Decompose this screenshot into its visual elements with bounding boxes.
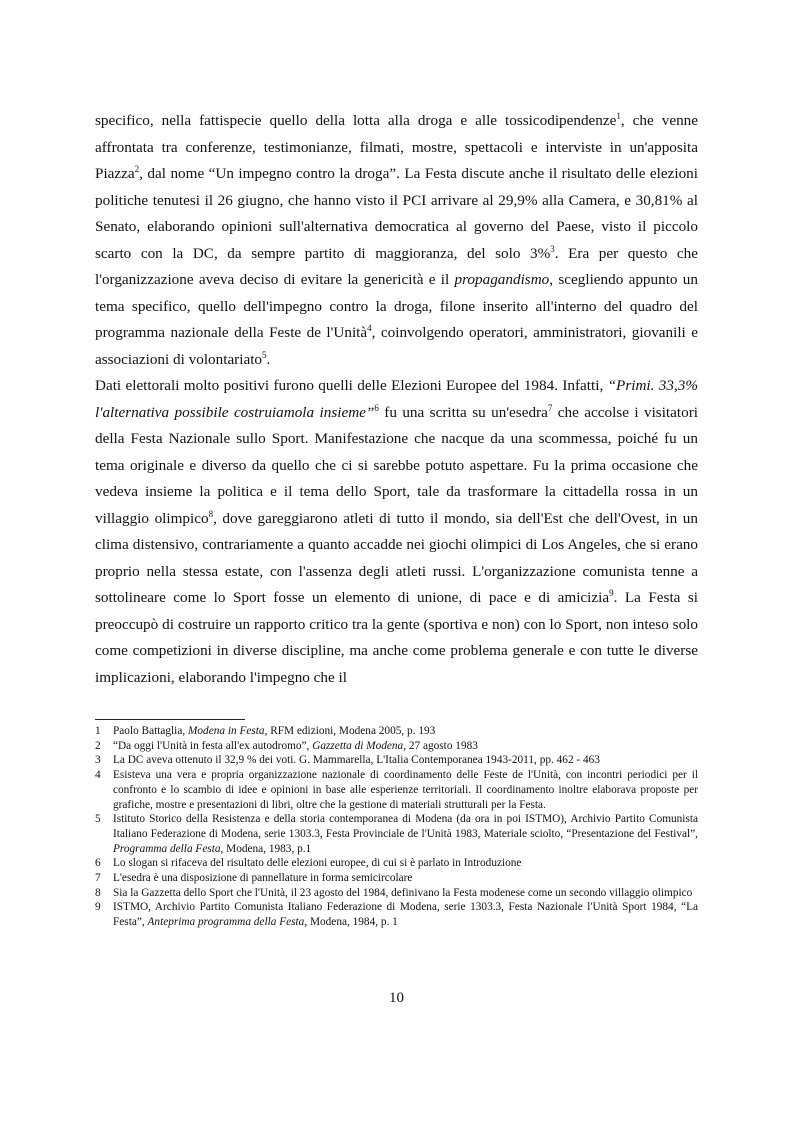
- footnote-5: 5 Istituto Storico della Resistenza e della storia contemporanea di Modena (da ora in poi ISTMO), Archivio Partito Comunista Italiano Federazione di Modena, serie 1303.3, Festa Provinciale de l'Unità 1983, Materiale sciolto, “Presentazione del Festival”, Programma della Festa, Modena, 1983, p.1: [95, 813, 698, 855]
- page-number: 10: [389, 990, 404, 1006]
- italic-term: propagandismo: [454, 271, 550, 288]
- footnote-ref-3[interactable]: 3: [550, 243, 555, 254]
- paragraph-2: Dati elettorali molto positivi furono quelli delle Elezioni Europee del 1984. Infatti, “Primi. 33,3% l'alternativa possibile costruiamola insieme”$^6$ fu una scritta su un'esedra$^7$ che accolse i visitatori della Festa Nazionale sullo Sport. Manifestazione che nacque da una scommessa, poiché fu un tema originale e diverso da quello che ci si sarebbe potuto aspettare. Fu la prima occasione che vedeva insieme la politica e il tema dello Sport, tale da trasformare la cittadella rossa in un villaggio olimpico$^8$, dove gareggiarono atleti di tutto il mondo, sia dell'Est che dell'Ovest, in un clima distensivo, contrariamente a quanto accadde nei giochi olimpici di Los Angeles, che si erano proprio nella stessa estate, con l'assenza degli atleti russi. L'organizzazione comunista tenne a sottolineare come lo Sport fosse un elemento di unione, di pace e di amicizia$^9$. La Festa si preoccupò di costruire un rapporto critico tra la gente (sportiva e non) con lo Sport, non inteso solo come competizioni in diverse discipline, ma anche come problema generale e con tutte le diverse implicazioni, elaborando l'impegno che il: [95, 377, 698, 686]
- footnote-1: 1 Paolo Battaglia, Modena in Festa, RFM edizioni, Modena 2005, p. 193: [95, 725, 436, 737]
- footnote-9: 9 ISTMO, Archivio Partito Comunista Italiano Federazione di Modena, serie 1303.3, Festa Nazionale l'Unità Sport 1984, “La Festa”, Anteprima programma della Festa, Modena, 1984, p. 1: [95, 901, 698, 929]
- footnotes: [95, 724, 698, 930]
- footnote-ref-7[interactable]: 7: [547, 402, 553, 413]
- footnote-3: 3 La DC aveva ottenuto il 32,9 % dei voti. G. Mammarella, L'Italia Contemporanea 1943-2011, pp. 462 - 463: [95, 754, 600, 767]
- footnote-7: 7 L'esedra è una disposizione di pannellature in forma semicircolare: [95, 872, 413, 885]
- italic-quote: “Primi. 33,3% l'alternativa possibile costruiamola insieme”: [95, 377, 698, 421]
- footnote-ref-1[interactable]: 1: [616, 110, 621, 121]
- footnote-ref-4[interactable]: 4: [367, 322, 372, 333]
- footnote-separator: [95, 719, 245, 720]
- footnote-4: 4 Esisteva una vera e propria organizzazione nazionale di coordinamento delle Feste de l'Unità, con incontri periodici per il confronto e lo scambio di idee e opinioni in base alle esperienze territoriali. Il coordinamento inoltre elaborava proposte per grafiche, mostre e presentazioni di libri, oltre che la gestione di materiali strutturali per la Festa.: [95, 769, 698, 811]
- footnote-ref-5[interactable]: 5: [262, 349, 267, 360]
- body-text: [95, 108, 698, 691]
- footnote-6: 6 Lo slogan si rifaceva del risultato delle elezioni europee, di cui si è parlato in Introduzione: [95, 857, 522, 870]
- footnote-8: 8 Sia la Gazzetta dello Sport che l'Unità, il 23 agosto del 1984, definivano la Festa modenese come un secondo villaggio olimpico: [95, 886, 693, 899]
- footnote-ref-8[interactable]: 8: [208, 508, 214, 519]
- paragraph-1: specifico, nella fattispecie quello della lotta alla droga e alle tossicodipendenze$^1$, che venne affrontata tra conferenze, testimonianze, filmati, mostre, spettacoli e interviste in un'apposita Piazza$^2$, dal nome “Un impegno contro la droga”. La Festa discute anche il risultato delle elezioni politiche tenutesi il 26 giugno, che hanno visto il PCI arrivare al 29,9% alla Camera, e 30,81% al Senato, elaborando opinioni sull'alternativa democratica al governo del Paese, visto il piccolo scarto con la DC, da sempre partito di maggioranza, del solo 3%$^3$. Era per questo che l'organizzazione aveva deciso di evitare la genericità e il propagandismo, scegliendo appunto un tema specifico, quello dell'impegno contro la droga, filone inserito all'interno del quadro del programma nazionale della Feste de l'Unità$^4$, coinvolgendo operatori, amministratori, giovanili e associazioni di volontariato$^5$.: [95, 110, 699, 368]
- footnote-ref-6[interactable]: 6: [374, 402, 379, 413]
- footnote-ref-9[interactable]: 9: [609, 587, 614, 598]
- footnote-ref-2[interactable]: 2: [134, 163, 140, 174]
- footnote-2: 2 “Da oggi l'Unità in festa all'ex autodromo”, Gazzetta di Modena, 27 agosto 1983: [95, 739, 478, 752]
